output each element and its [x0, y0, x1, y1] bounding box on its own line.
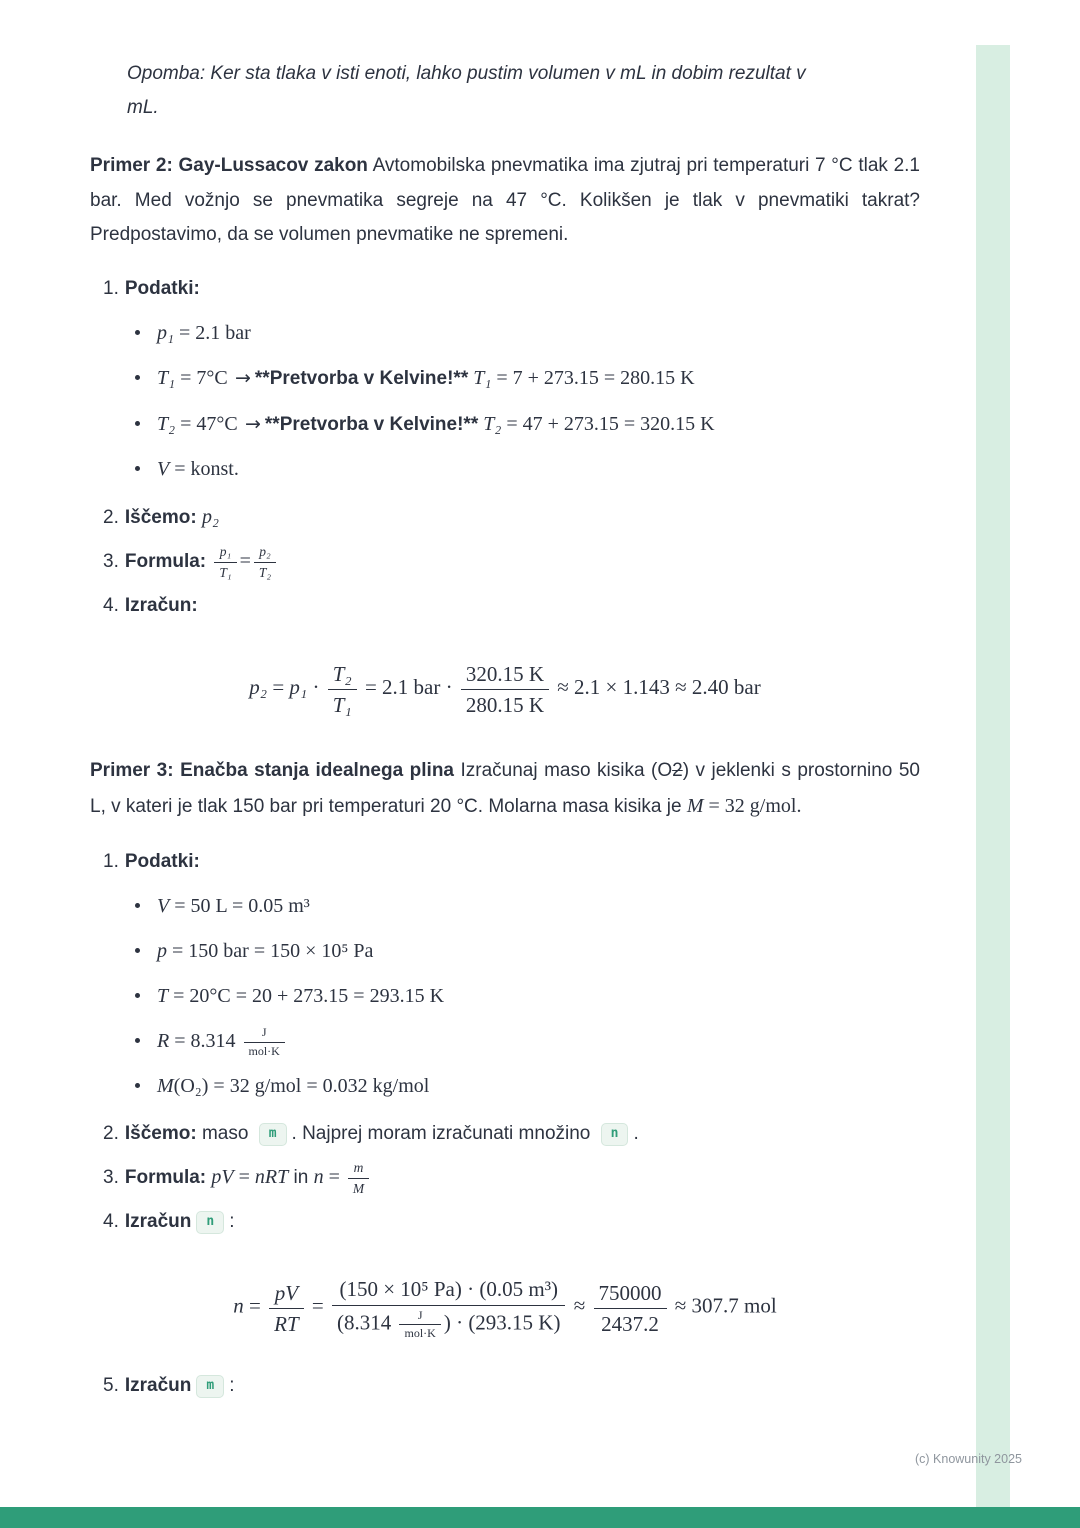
example3-title: Primer 3: Enačba stanja idealnega plina	[90, 760, 454, 782]
step-izracun-n	[103, 1205, 920, 1239]
step-number: 3.	[103, 1167, 119, 1189]
podatki-bullets	[103, 888, 920, 1105]
step-formula	[103, 1159, 920, 1197]
step-text: maso	[196, 1122, 254, 1144]
math-var: T	[157, 985, 169, 1008]
equation-ideal-gas	[90, 1275, 920, 1341]
fraction-numerator: p₂	[254, 543, 276, 563]
step-izracun-m	[103, 1369, 920, 1403]
example2-paragraph	[90, 149, 920, 252]
math-text: = 7°C	[175, 367, 228, 390]
math-text: = 47°C	[175, 412, 238, 435]
math-text: ≈	[568, 1294, 591, 1319]
document-content	[90, 57, 920, 1411]
fraction	[328, 660, 357, 719]
fraction-numerator: pV	[269, 1279, 304, 1309]
math-text: = 32 g/mol.	[703, 795, 802, 818]
step-label: Podatki:	[124, 850, 200, 872]
bullet-marker	[135, 948, 140, 953]
step-number: 2.	[103, 1122, 119, 1144]
math-text: =	[233, 1166, 255, 1189]
bullet-item	[103, 451, 920, 487]
math-text: =	[243, 1294, 267, 1319]
example3-body: Izračunaj maso kisika (O	[454, 760, 673, 782]
math-var: p₁	[157, 322, 174, 345]
fraction-numerator: J	[399, 1308, 440, 1326]
bullet-marker	[135, 903, 140, 908]
fraction-denominator: RT	[274, 1312, 299, 1337]
fraction	[461, 660, 549, 719]
code-chip-m: m	[259, 1123, 287, 1146]
step-text: .	[633, 1122, 639, 1144]
bullet-marker	[135, 330, 140, 335]
fraction	[348, 1159, 369, 1197]
math-var: p₁	[289, 674, 308, 699]
step-label: Izračun:	[124, 595, 198, 617]
step-izracun	[103, 589, 920, 623]
fraction-denominator: mol·K	[248, 1044, 280, 1059]
math-text: = 150 bar = 150 × 10⁵ Pa	[167, 939, 374, 962]
math-text: = 8.314	[169, 1030, 241, 1053]
fraction-numerator: (150 × 10⁵ Pa) · (0.05 m³)	[332, 1275, 565, 1305]
bullet-marker	[135, 1083, 140, 1088]
step-label: Iščemo:	[124, 1122, 197, 1144]
fraction	[332, 1275, 565, 1341]
step-podatki	[103, 845, 920, 1105]
bullet-item	[103, 360, 920, 396]
step-iscemo	[103, 1117, 920, 1151]
math-text: = 2.1 bar ·	[359, 674, 458, 699]
math-text: (8.314	[336, 1310, 397, 1335]
fraction-denominator: 2437.2	[601, 1312, 659, 1337]
fraction-numerator: 750000	[594, 1279, 667, 1309]
code-chip-n: n	[601, 1123, 629, 1146]
example2-body: Avtomobilska pnevmatika ima zjutraj pri temperaturi 7 °C tlak 2.1 bar. Med vožnjo se pnevmatika segreje na 47 °C. Kolikšen je tlak v pnevmatiki takrat? Predpostavimo, da se volumen pnevmatike ne spremeni.	[90, 155, 921, 245]
page-edge-strip	[976, 45, 1010, 1507]
example3-steps	[103, 845, 920, 1240]
math-text: = 47 + 273.15 = 320.15 K	[501, 412, 715, 435]
math-text: =	[239, 550, 251, 573]
fraction	[399, 1308, 440, 1342]
math-text: ≈ 307.7 mol	[669, 1294, 777, 1319]
example3-body: ) v jeklenki s prostornino 50 L, v kateri je tlak 150 bar pri temperaturi 20 °C. Molarna masa kisika je	[90, 760, 920, 818]
struck-subscript: 2	[672, 760, 683, 782]
step-label: Formula:	[124, 1167, 207, 1189]
math-var: T₂	[157, 412, 176, 435]
code-chip-m: m	[196, 1375, 224, 1398]
math-var: nRT	[254, 1166, 289, 1189]
fraction	[269, 1279, 304, 1338]
math-text: ·	[307, 674, 325, 699]
fraction-denominator: 280.15 K	[465, 692, 545, 717]
math-var: p	[157, 939, 167, 962]
fraction	[254, 543, 276, 581]
step-number: 4.	[103, 1211, 119, 1233]
math-var: V	[157, 894, 170, 917]
markdown-bold-text: **Pretvorba v Kelvine!**	[254, 368, 469, 390]
fraction-denominator: T₂	[258, 565, 272, 581]
arrow-right: →	[244, 412, 261, 435]
bullet-item	[103, 315, 920, 351]
bullet-marker	[135, 421, 140, 426]
bullet-marker	[135, 993, 140, 998]
fraction	[594, 1279, 667, 1338]
fraction-numerator: T₂	[328, 660, 357, 690]
page-bottom-bar	[0, 1507, 1080, 1528]
bullet-marker	[135, 1038, 140, 1043]
step-podatki	[103, 272, 920, 487]
bullet-item	[103, 933, 920, 969]
math-text: ≈ 2.1 × 1.143 ≈ 2.40 bar	[552, 674, 761, 699]
step-label: Podatki:	[124, 277, 200, 299]
math-text: = konst.	[169, 457, 239, 480]
step-text: :	[229, 1375, 235, 1397]
math-var: n	[313, 1166, 324, 1189]
math-text: = 2.1 bar	[173, 322, 251, 345]
markdown-bold-text: **Pretvorba v Kelvine!**	[264, 413, 479, 435]
podatki-bullets	[103, 315, 920, 487]
step-text: :	[229, 1211, 235, 1233]
equation-gay-lussac	[90, 660, 920, 719]
step-number: 4.	[103, 595, 119, 617]
step-number: 2.	[103, 506, 119, 528]
math-var: M	[686, 795, 704, 818]
step-label: Formula:	[124, 551, 207, 573]
math-var: V	[157, 457, 170, 480]
bullet-item	[103, 1023, 920, 1059]
example2-steps	[103, 272, 920, 624]
math-var: R	[157, 1030, 170, 1053]
math-text: ) · (293.15 K)	[443, 1310, 561, 1335]
bullet-item	[103, 888, 920, 924]
math-text: = 50 L = 0.05 m³	[169, 894, 310, 917]
fraction	[214, 543, 236, 581]
math-var: M	[157, 1075, 174, 1098]
step-number: 5.	[103, 1375, 119, 1397]
fraction-numerator: 320.15 K	[461, 660, 549, 690]
math-text: (O₂) = 32 g/mol = 0.032 kg/mol	[173, 1075, 430, 1098]
bullet-item	[103, 406, 920, 442]
example2-title: Primer 2: Gay-Lussacov zakon	[90, 155, 368, 177]
example3-paragraph	[90, 754, 920, 824]
step-number: 1.	[103, 277, 119, 299]
math-text: =	[267, 674, 290, 699]
math-var: p₂	[201, 505, 219, 528]
bullet-marker	[135, 466, 140, 471]
math-var: p₂	[249, 674, 268, 699]
math-text: =	[306, 1294, 329, 1319]
math-var: T₁	[473, 367, 492, 390]
step-number: 3.	[103, 551, 119, 573]
fraction-denominator: T₁	[219, 565, 232, 581]
fraction	[244, 1025, 285, 1059]
step-label: Izračun	[124, 1211, 192, 1233]
fraction-numerator: J	[244, 1025, 285, 1043]
math-text: = 20°C = 20 + 273.15 = 293.15 K	[168, 985, 445, 1008]
arrow-right: →	[234, 367, 251, 390]
code-chip-n: n	[196, 1211, 224, 1234]
bullet-item	[103, 978, 920, 1014]
math-var: n	[233, 1294, 244, 1319]
math-text: =	[323, 1166, 345, 1189]
math-text: = 7 + 273.15 = 280.15 K	[491, 367, 695, 390]
fraction-denominator	[332, 1306, 565, 1342]
note-text: Opomba: Ker sta tlaka v isti enoti, lahko pustim volumen v mL in dobim rezultat v mL.	[127, 63, 806, 119]
fraction-denominator: mol·K	[404, 1326, 436, 1341]
math-var: pV	[211, 1166, 234, 1189]
example3-steps-continued	[103, 1369, 920, 1403]
fraction-denominator: M	[352, 1181, 365, 1196]
math-var: T₁	[157, 367, 176, 390]
step-text: . Najprej moram izračunati množino	[291, 1122, 596, 1144]
fraction-denominator: T₁	[332, 692, 352, 717]
copyright-text: (c) Knowunity 2025	[914, 1452, 1022, 1466]
step-text: in	[288, 1167, 314, 1189]
step-number: 1.	[103, 850, 119, 872]
fraction-numerator: p₁	[214, 543, 236, 563]
step-label: Izračun	[124, 1375, 192, 1397]
bullet-marker	[135, 375, 140, 380]
step-iscemo	[103, 499, 920, 535]
step-label: Iščemo:	[124, 506, 197, 528]
step-formula	[103, 543, 920, 581]
fraction-numerator: m	[348, 1159, 369, 1179]
bullet-item	[103, 1068, 920, 1104]
math-var: T₂	[483, 412, 502, 435]
